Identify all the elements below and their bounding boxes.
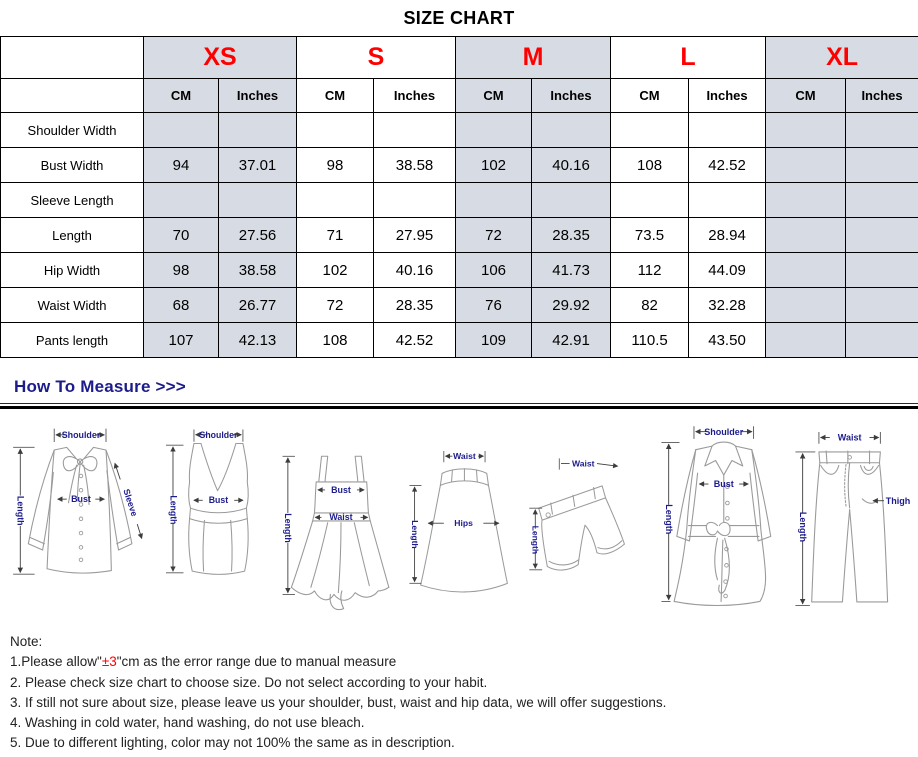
- cell: [374, 113, 456, 148]
- unit-header: CM: [611, 79, 689, 113]
- cell: 40.16: [532, 148, 611, 183]
- cell: 27.95: [374, 218, 456, 253]
- note1-suffix: "cm as the error range due to manual measure: [116, 654, 397, 670]
- cell: 42.13: [219, 323, 297, 358]
- figure-vest: [159, 419, 277, 594]
- size-header-l: L: [611, 37, 766, 79]
- vest-bust-label: Bust: [208, 494, 228, 505]
- table-row: [1, 113, 918, 148]
- unit-header: Inches: [374, 79, 456, 113]
- table-row: [1, 253, 918, 288]
- note1-tolerance: ±3: [101, 654, 117, 670]
- coat-shoulder-label: Shoulder: [704, 426, 744, 437]
- cell: [374, 183, 456, 218]
- cell: [766, 148, 846, 183]
- cell: [689, 113, 766, 148]
- cell: [846, 183, 918, 218]
- cell: [846, 113, 918, 148]
- cell: 27.56: [219, 218, 297, 253]
- shorts-waist-label: Waist: [571, 458, 595, 469]
- cell: 38.58: [219, 253, 297, 288]
- note-item-1: [10, 652, 908, 672]
- table-row: [1, 288, 918, 323]
- size-table: [0, 36, 918, 358]
- cell: 72: [456, 218, 532, 253]
- cell: 102: [297, 253, 374, 288]
- cell: 42.52: [374, 323, 456, 358]
- size-header-m: M: [456, 37, 611, 79]
- cell: [611, 113, 689, 148]
- cell: 41.73: [532, 253, 611, 288]
- cell: 106: [456, 253, 532, 288]
- cell: [846, 288, 918, 323]
- note-item-5: 5. Due to different lighting, color may not 100% the same as in description.: [10, 735, 455, 751]
- cell: 42.91: [532, 323, 611, 358]
- cell: 72: [297, 288, 374, 323]
- figure-coat: [647, 419, 787, 609]
- skirt-hips-label: Hips: [454, 518, 473, 529]
- figure-blouse: [6, 417, 156, 596]
- blouse-bust-label: Bust: [71, 493, 91, 504]
- how-to-measure-title: How To Measure >>>: [14, 377, 186, 396]
- cell: [846, 253, 918, 288]
- cell: [297, 113, 374, 148]
- cell: [766, 288, 846, 323]
- coat-measures: [662, 426, 754, 601]
- page-title: SIZE CHART: [403, 8, 515, 28]
- cell: [297, 183, 374, 218]
- shorts-outline: [538, 486, 624, 570]
- cell: 112: [611, 253, 689, 288]
- dress-bust-label: Bust: [331, 485, 352, 496]
- cell: [532, 183, 611, 218]
- unit-header: Inches: [532, 79, 611, 113]
- blouse-length-label: Length: [15, 495, 26, 526]
- unit-header: CM: [456, 79, 532, 113]
- cell: [846, 148, 918, 183]
- cell: [611, 183, 689, 218]
- cell: 109: [456, 323, 532, 358]
- cell: 98: [144, 253, 219, 288]
- cell: [456, 113, 532, 148]
- note-item-2: 2. Please check size chart to choose size. Do not select according to your habit.: [10, 674, 488, 690]
- blouse-sleeve-label: Sleeve: [121, 487, 140, 518]
- unit-header-row: [1, 79, 918, 113]
- vest-measures: [166, 429, 243, 572]
- cell: [766, 183, 846, 218]
- skirt-outline: [421, 469, 508, 592]
- cell: 42.52: [689, 148, 766, 183]
- coat-bust-label: Bust: [714, 479, 735, 490]
- vest-outline: [188, 443, 248, 574]
- row-label: Hip Width: [1, 253, 144, 288]
- pants-outline: [812, 451, 888, 602]
- size-header-row: [1, 37, 918, 79]
- figure-shorts: [525, 443, 645, 614]
- cell: [846, 218, 918, 253]
- row-label: Waist Width: [1, 288, 144, 323]
- cell: 71: [297, 218, 374, 253]
- figure-dress: [279, 435, 403, 617]
- cell: [219, 113, 297, 148]
- dress-waist-label: Waist: [329, 512, 353, 523]
- cell: 37.01: [219, 148, 297, 183]
- cell: 40.16: [374, 253, 456, 288]
- shorts-measures: [529, 458, 617, 569]
- cell: 102: [456, 148, 532, 183]
- cell: [766, 253, 846, 288]
- cell: 38.58: [374, 148, 456, 183]
- cell: [144, 183, 219, 218]
- cell: [766, 323, 846, 358]
- corner-cell: [1, 79, 144, 113]
- cell: 32.28: [689, 288, 766, 323]
- dress-length-label: Length: [283, 513, 294, 543]
- blouse-outline: [28, 447, 132, 573]
- cell: 28.94: [689, 218, 766, 253]
- cell: [219, 183, 297, 218]
- table-row: [1, 183, 918, 218]
- figure-pants: [790, 423, 912, 615]
- corner-cell: [1, 37, 144, 79]
- figure-skirt: [406, 439, 522, 615]
- unit-header: Inches: [689, 79, 766, 113]
- row-label: Sleeve Length: [1, 183, 144, 218]
- cell: 76: [456, 288, 532, 323]
- table-row: [1, 323, 918, 358]
- cell: 29.92: [532, 288, 611, 323]
- cell: 73.5: [611, 218, 689, 253]
- cell: 82: [611, 288, 689, 323]
- notes-heading: Note:: [10, 634, 43, 649]
- unit-header: CM: [297, 79, 374, 113]
- pants-thigh-label: Thigh: [885, 495, 911, 506]
- dress-outline: [292, 456, 389, 609]
- cell: 108: [297, 323, 374, 358]
- skirt-waist-label: Waist: [453, 451, 476, 462]
- table-row: [1, 148, 918, 183]
- pants-waist-label: Waist: [837, 432, 862, 443]
- row-label: Pants length: [1, 323, 144, 358]
- cell: 28.35: [374, 288, 456, 323]
- cell: [144, 113, 219, 148]
- cell: 68: [144, 288, 219, 323]
- pants-length-label: Length: [797, 511, 808, 542]
- skirt-length-label: Length: [409, 520, 420, 549]
- note1-prefix: 1.Please allow": [10, 654, 102, 670]
- table-row: [1, 218, 918, 253]
- cell: 70: [144, 218, 219, 253]
- vest-length-label: Length: [168, 495, 179, 525]
- shorts-length-label: Length: [530, 525, 541, 555]
- cell: [766, 113, 846, 148]
- notes-section: [0, 619, 918, 754]
- unit-header: Inches: [219, 79, 297, 113]
- skirt-measures: [409, 451, 498, 583]
- cell: 28.35: [532, 218, 611, 253]
- cell: [766, 218, 846, 253]
- size-header-xl: XL: [766, 37, 918, 79]
- coat-outline: [674, 442, 771, 605]
- cell: 44.09: [689, 253, 766, 288]
- size-header-s: S: [297, 37, 456, 79]
- note-item-4: 4. Washing in cold water, hand washing, do not use bleach.: [10, 715, 365, 730]
- unit-header: Inches: [846, 79, 918, 113]
- cell: 98: [297, 148, 374, 183]
- cell: 26.77: [219, 288, 297, 323]
- measure-figures: [0, 409, 918, 619]
- cell: 108: [611, 148, 689, 183]
- blouse-shoulder-label: Shoulder: [61, 429, 101, 440]
- unit-header: CM: [144, 79, 219, 113]
- cell: 110.5: [611, 323, 689, 358]
- cell: [456, 183, 532, 218]
- cell: [689, 183, 766, 218]
- cell: 94: [144, 148, 219, 183]
- row-label: Shoulder Width: [1, 113, 144, 148]
- note-item-3: 3. If still not sure about size, please leave us your shoulder, bust, waist and hip data, we will offer suggestions.: [10, 694, 667, 710]
- row-label: Bust Width: [1, 148, 144, 183]
- cell: [846, 323, 918, 358]
- cell: 107: [144, 323, 219, 358]
- size-header-xs: XS: [144, 37, 297, 79]
- unit-header: CM: [766, 79, 846, 113]
- vest-shoulder-label: Shoulder: [199, 429, 238, 440]
- coat-length-label: Length: [664, 504, 675, 535]
- cell: [532, 113, 611, 148]
- cell: 43.50: [689, 323, 766, 358]
- row-label: Length: [1, 218, 144, 253]
